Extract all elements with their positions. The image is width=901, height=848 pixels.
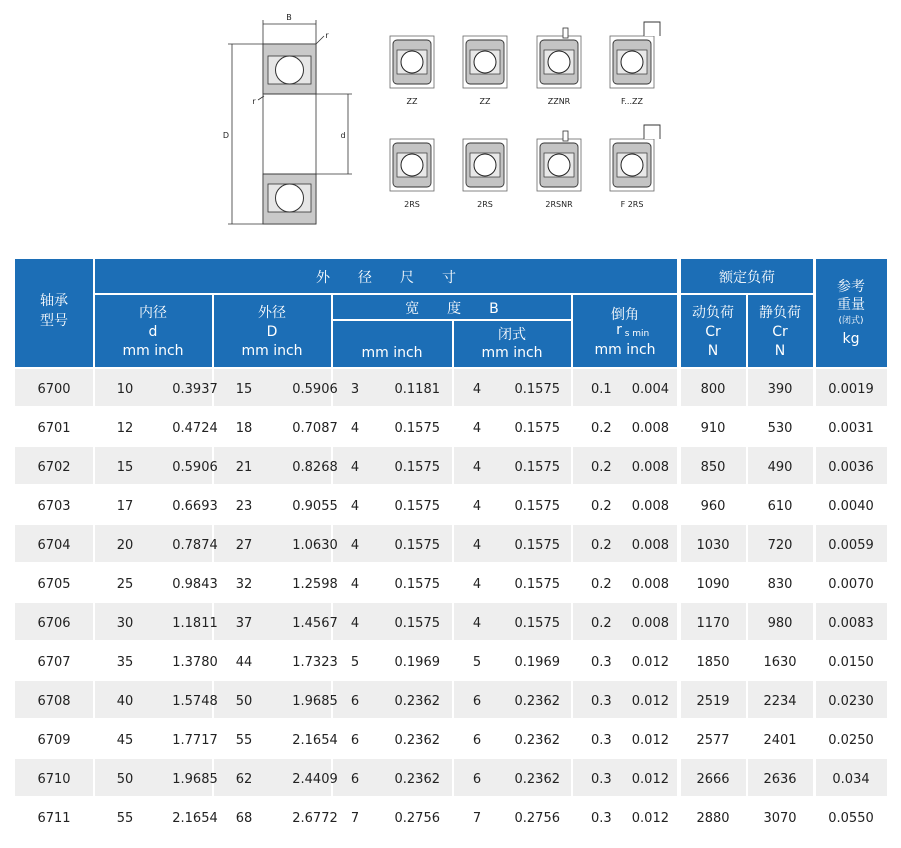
table-cell: 4 xyxy=(472,577,482,592)
table-cell: 0.008 xyxy=(631,616,669,631)
table-cell: 0.2362 xyxy=(514,772,560,787)
table-cell: 1850 xyxy=(696,655,730,670)
variant-label: ZZ xyxy=(406,97,418,106)
table-row xyxy=(15,447,887,484)
table-cell: 0.3 xyxy=(591,733,612,748)
label-D: D xyxy=(222,131,230,140)
header-weight-line4: kg xyxy=(842,331,860,347)
table-cell: 0.1575 xyxy=(394,616,440,631)
table-cell: 1.4567 xyxy=(292,616,338,631)
table-cell: 4 xyxy=(472,460,482,475)
table-cell: 2519 xyxy=(696,694,730,709)
header-weight-line3: (闭式) xyxy=(838,316,864,326)
table-cell: 0.0036 xyxy=(828,460,874,475)
table-cell: 2.1654 xyxy=(292,733,338,748)
table-row xyxy=(15,759,887,796)
table-cell: 5 xyxy=(472,655,482,670)
table-cell: 0.0250 xyxy=(828,733,874,748)
table-cell: 0.1969 xyxy=(514,655,560,670)
bearing-spec-table xyxy=(15,259,887,837)
table-cell: 45 xyxy=(116,733,134,748)
table-cell: 32 xyxy=(235,577,253,592)
table-cell: 1.0630 xyxy=(292,538,338,553)
header-dynamic-line3: N xyxy=(707,343,719,359)
main-section-drawing xyxy=(228,20,352,224)
table-cell: 1.5748 xyxy=(172,694,218,709)
table-cell: 0.1575 xyxy=(514,538,560,553)
table-row xyxy=(15,408,887,445)
variant-drawing-1 xyxy=(390,36,434,106)
variant-label: 2RS xyxy=(404,200,420,209)
table-cell: 0.1575 xyxy=(514,382,560,397)
header-width: 宽 度 B xyxy=(405,301,499,317)
header-dimensions: 外 径 尺 寸 xyxy=(316,270,456,286)
table-cell: 6711 xyxy=(37,811,71,826)
table-cell: 0.008 xyxy=(631,577,669,592)
table-cell: 0.8268 xyxy=(292,460,338,475)
table-cell: 6706 xyxy=(37,616,71,631)
table-cell: 1.9685 xyxy=(292,694,338,709)
table-cell: 4 xyxy=(472,421,482,436)
table-cell: 0.012 xyxy=(631,694,669,709)
header-outer-line3: mm inch xyxy=(241,343,303,359)
table-cell: 2.6772 xyxy=(292,811,338,826)
table-row xyxy=(15,681,887,718)
table-cell: 0.0550 xyxy=(828,811,874,826)
table-cell: 610 xyxy=(767,499,793,514)
header-dynamic-line2: Cr xyxy=(705,324,721,340)
table-cell: 6703 xyxy=(37,499,71,514)
table-cell: 1090 xyxy=(696,577,730,592)
table-cell: 0.1181 xyxy=(394,382,440,397)
flange xyxy=(644,125,660,139)
table-cell: 20 xyxy=(116,538,134,553)
table-cell: 4 xyxy=(472,382,482,397)
ball xyxy=(474,154,496,176)
table-cell: 27 xyxy=(235,538,253,553)
header-chamfer-symbol: r xyxy=(616,322,622,338)
table-cell: 0.0083 xyxy=(828,616,874,631)
table-cell: 1.1811 xyxy=(172,616,218,631)
table-cell: 2401 xyxy=(763,733,797,748)
table-cell: 1630 xyxy=(763,655,797,670)
variant-drawing-8 xyxy=(610,125,660,209)
table-cell: 0.1575 xyxy=(394,538,440,553)
table-row xyxy=(15,525,887,562)
table-body xyxy=(15,369,887,835)
table-cell: 6708 xyxy=(37,694,71,709)
table-cell: 530 xyxy=(767,421,793,436)
table-cell: 6 xyxy=(350,694,360,709)
table-cell: 0.1969 xyxy=(394,655,440,670)
variant-drawing-6 xyxy=(463,139,507,209)
table-cell: 0.012 xyxy=(631,655,669,670)
table-cell: 0.012 xyxy=(631,733,669,748)
header-dynamic-line1: 动负荷 xyxy=(692,305,734,321)
table-cell: 0.1575 xyxy=(514,421,560,436)
table-cell: 1030 xyxy=(696,538,730,553)
table-cell: 720 xyxy=(767,538,793,553)
ball xyxy=(474,51,496,73)
header-bore-line2: d xyxy=(148,324,158,340)
header-width-open: mm inch xyxy=(361,345,423,361)
table-cell: 0.0059 xyxy=(828,538,874,553)
header-width-sealed-line2: mm inch xyxy=(481,345,543,361)
table-cell: 6 xyxy=(350,733,360,748)
table-cell: 0.9055 xyxy=(292,499,338,514)
table-cell: 980 xyxy=(767,616,793,631)
variant-drawing-2 xyxy=(463,36,507,106)
table-cell: 6710 xyxy=(37,772,71,787)
table-cell: 50 xyxy=(235,694,253,709)
header-outer-line2: D xyxy=(266,324,278,340)
table-cell: 1.7323 xyxy=(292,655,338,670)
table-cell: 0.034 xyxy=(832,772,870,787)
table-cell: 68 xyxy=(235,811,253,826)
header-rated-load: 额定负荷 xyxy=(719,270,775,286)
label-B: B xyxy=(286,13,292,22)
table-cell: 0.1575 xyxy=(514,577,560,592)
ball xyxy=(621,154,643,176)
table-cell: 0.2362 xyxy=(514,694,560,709)
table-cell: 12 xyxy=(116,421,134,436)
table-cell: 910 xyxy=(700,421,726,436)
table-cell: 0.2362 xyxy=(394,694,440,709)
ball xyxy=(621,51,643,73)
table-row xyxy=(15,798,887,835)
table-cell: 0.2 xyxy=(591,499,612,514)
table-cell: 0.0040 xyxy=(828,499,874,514)
header-bore-line1: 内径 xyxy=(139,305,167,321)
table-cell: 0.1575 xyxy=(514,460,560,475)
table-cell: 23 xyxy=(235,499,253,514)
header-model-line1: 轴承 xyxy=(40,293,68,309)
table-cell: 15 xyxy=(235,382,253,397)
table-cell: 800 xyxy=(700,382,726,397)
table-cell: 2880 xyxy=(696,811,730,826)
table-cell: 1.3780 xyxy=(172,655,218,670)
header-bore-line3: mm inch xyxy=(122,343,184,359)
bearing-drawings xyxy=(0,0,901,240)
variant-drawing-4 xyxy=(610,22,660,106)
table-cell: 2.1654 xyxy=(172,811,218,826)
table-cell: 55 xyxy=(235,733,253,748)
header-chamfer-line3: mm inch xyxy=(594,342,656,358)
table-cell: 830 xyxy=(767,577,793,592)
table-row xyxy=(15,720,887,757)
table-cell: 0.008 xyxy=(631,460,669,475)
variant-drawing-5 xyxy=(390,139,434,209)
table-cell: 0.6693 xyxy=(172,499,218,514)
table-cell: 0.5906 xyxy=(292,382,338,397)
table-cell: 0.1575 xyxy=(394,460,440,475)
table-cell: 4 xyxy=(350,421,360,436)
table-cell: 2636 xyxy=(763,772,797,787)
table-cell: 40 xyxy=(116,694,134,709)
header-static-line3: N xyxy=(774,343,786,359)
table-cell: 0.2362 xyxy=(394,772,440,787)
table-cell: 0.9843 xyxy=(172,577,218,592)
table-cell: 0.008 xyxy=(631,421,669,436)
table-cell: 5 xyxy=(350,655,360,670)
table-cell: 0.2756 xyxy=(394,811,440,826)
table-cell: 6 xyxy=(472,694,482,709)
table-cell: 55 xyxy=(116,811,134,826)
label-d: d xyxy=(340,131,346,140)
header-model-line2: 型号 xyxy=(40,313,68,329)
header-static-line2: Cr xyxy=(772,324,788,340)
label-r-left: r xyxy=(252,97,256,106)
ball xyxy=(401,154,423,176)
table-row xyxy=(15,369,887,406)
table-cell: 7 xyxy=(350,811,360,826)
table-cell: 10 xyxy=(116,382,134,397)
table-cell: 0.2 xyxy=(591,421,612,436)
table-cell: 3 xyxy=(350,382,360,397)
table-cell: 1.9685 xyxy=(172,772,218,787)
table-cell: 0.012 xyxy=(631,772,669,787)
table-cell: 0.2 xyxy=(591,538,612,553)
table-row xyxy=(15,486,887,523)
table-cell: 0.0070 xyxy=(828,577,874,592)
table-row xyxy=(15,603,887,640)
table-row xyxy=(15,642,887,679)
variant-label: 2RS xyxy=(477,200,493,209)
table-cell: 4 xyxy=(472,616,482,631)
table-cell: 6707 xyxy=(37,655,71,670)
table-cell: 6705 xyxy=(37,577,71,592)
table-cell: 0.0031 xyxy=(828,421,874,436)
ball xyxy=(401,51,423,73)
table-cell: 0.3 xyxy=(591,772,612,787)
table-cell: 4 xyxy=(350,499,360,514)
header-weight-bg xyxy=(816,259,887,367)
table-cell: 0.7874 xyxy=(172,538,218,553)
table-cell: 0.1575 xyxy=(394,577,440,592)
snap-ring-groove xyxy=(563,131,568,141)
header-weight-line2: 重量 xyxy=(837,297,865,313)
table-cell: 35 xyxy=(116,655,134,670)
table-cell: 0.0019 xyxy=(828,382,874,397)
table-cell: 0.2 xyxy=(591,577,612,592)
table-cell: 0.1575 xyxy=(394,499,440,514)
table-cell: 0.3937 xyxy=(172,382,218,397)
table-cell: 30 xyxy=(116,616,134,631)
table-cell: 4 xyxy=(472,538,482,553)
table-cell: 6701 xyxy=(37,421,71,436)
ball xyxy=(548,51,570,73)
variant-label: F...ZZ xyxy=(621,97,643,106)
table-cell: 1170 xyxy=(696,616,730,631)
table-cell: 1.7717 xyxy=(172,733,218,748)
table-cell: 4 xyxy=(472,499,482,514)
header-weight-line1: 参考 xyxy=(837,279,865,295)
table-cell: 0.3 xyxy=(591,655,612,670)
table-cell: 4 xyxy=(350,460,360,475)
table-cell: 0.1 xyxy=(591,382,612,397)
table-cell: 6702 xyxy=(37,460,71,475)
header-width-sealed-line1: 闭式 xyxy=(498,327,526,343)
table-cell: 44 xyxy=(235,655,253,670)
variant-drawing-7 xyxy=(537,131,581,209)
table-cell: 0.3 xyxy=(591,811,612,826)
table-cell: 25 xyxy=(116,577,134,592)
table-cell: 0.0150 xyxy=(828,655,874,670)
variant-label: 2RSNR xyxy=(545,200,573,209)
table-cell: 4 xyxy=(350,577,360,592)
table-cell: 0.2362 xyxy=(514,733,560,748)
variant-label: F 2RS xyxy=(620,200,644,209)
table-cell: 17 xyxy=(116,499,134,514)
table-cell: 2666 xyxy=(696,772,730,787)
table-cell: 6704 xyxy=(37,538,71,553)
table-cell: 1.2598 xyxy=(292,577,338,592)
header-outer-line1: 外径 xyxy=(258,305,286,321)
table-cell: 0.004 xyxy=(631,382,669,397)
table-cell: 0.5906 xyxy=(172,460,218,475)
table-cell: 0.1575 xyxy=(514,616,560,631)
table-cell: 15 xyxy=(116,460,134,475)
flange xyxy=(644,22,660,36)
table-cell: 62 xyxy=(235,772,253,787)
header-static-line1: 静负荷 xyxy=(759,305,801,321)
table-cell: 0.4724 xyxy=(172,421,218,436)
table-cell: 6 xyxy=(472,733,482,748)
table-cell: 4 xyxy=(350,538,360,553)
table-cell: 850 xyxy=(700,460,726,475)
table-cell: 0.2 xyxy=(591,616,612,631)
table-cell: 2234 xyxy=(763,694,797,709)
table-cell: 50 xyxy=(116,772,134,787)
table-cell: 6 xyxy=(350,772,360,787)
table-cell: 3070 xyxy=(763,811,797,826)
seal-variant-drawings xyxy=(390,22,660,209)
table-cell: 18 xyxy=(235,421,253,436)
table-cell: 7 xyxy=(472,811,482,826)
table-cell: 0.2756 xyxy=(514,811,560,826)
variant-label: ZZ xyxy=(479,97,491,106)
table-row xyxy=(15,564,887,601)
table-cell: 6 xyxy=(472,772,482,787)
table-cell: 0.008 xyxy=(631,538,669,553)
table-cell: 6700 xyxy=(37,382,71,397)
table-cell: 0.2362 xyxy=(394,733,440,748)
table-cell: 0.1575 xyxy=(514,499,560,514)
label-r-top: r xyxy=(325,31,329,40)
table-cell: 2577 xyxy=(696,733,730,748)
header-chamfer-line1: 倒角 xyxy=(611,307,639,323)
table-cell: 21 xyxy=(235,460,253,475)
table-cell: 960 xyxy=(700,499,726,514)
table-header xyxy=(15,259,887,367)
table-cell: 390 xyxy=(767,382,793,397)
table-cell: 6709 xyxy=(37,733,71,748)
table-cell: 37 xyxy=(235,616,253,631)
table-cell: 0.0230 xyxy=(828,694,874,709)
snap-ring-groove xyxy=(563,28,568,38)
table-cell: 0.3 xyxy=(591,694,612,709)
header-chamfer-subscript: s min xyxy=(624,329,650,339)
table-cell: 2.4409 xyxy=(292,772,338,787)
variant-label: ZZNR xyxy=(547,97,571,106)
table-cell: 0.008 xyxy=(631,499,669,514)
variant-drawing-3 xyxy=(537,28,581,106)
table-cell: 490 xyxy=(767,460,793,475)
table-cell: 0.012 xyxy=(631,811,669,826)
table-cell: 0.2 xyxy=(591,460,612,475)
table-cell: 0.1575 xyxy=(394,421,440,436)
table-cell: 0.7087 xyxy=(292,421,338,436)
table-cell: 4 xyxy=(350,616,360,631)
ball xyxy=(548,154,570,176)
